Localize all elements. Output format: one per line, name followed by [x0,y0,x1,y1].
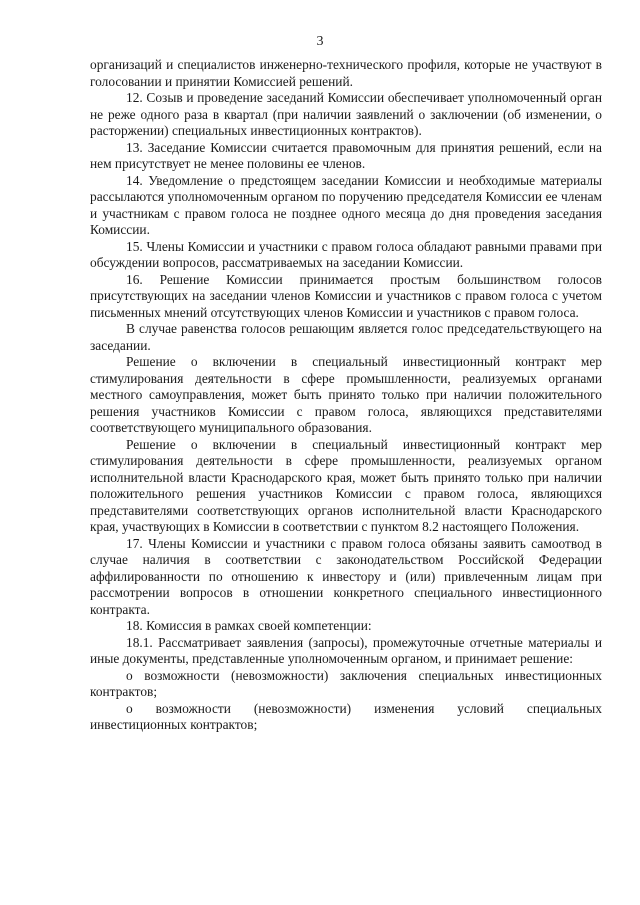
paragraph-item-18: 18. Комиссия в рамках своей компетенции: [126,618,372,633]
paragraph-item-12: 12. Созыв и проведение заседаний Комиссии обеспечивает уполномоченный орган не реже одного раза в квартал (при наличии заявлений о заключении (об изменении, о расторжении) специальных инвестиционных контрактов). [90,90,602,138]
paragraph-continuation: организаций и специалистов инженерно-технического профиля, которые не участвуют в голосовании и принятии Комиссией решений. [90,57,602,89]
paragraph-item-18-1: 18.1. Рассматривает заявления (запросы), промежуточные отчетные материалы и иные документы, представленные уполномоченным органом, и принимает решение: [90,634,602,666]
paragraph-item-13: 13. Заседание Комиссии считается правомочным для принятия решений, если на нем присутствует не менее половины ее членов. [90,139,602,171]
document-body [90,57,602,734]
paragraph-item-16: 16. Решение Комиссии принимается простым большинством голосов присутствующих на заседании членов Комиссии и участников с правом голоса с учетом письменных мнений отсутствующих членов Комиссии и участников с правом голоса. [90,271,602,320]
paragraph-decision-conclusion: о возможности (невозможности) заключения специальных инвестиционных контрактов; [90,667,602,699]
paragraph-decision-change: о возможности (невозможности) изменения условий специальных инвестиционных контрактов; [90,700,602,732]
paragraph-item-14: 14. Уведомление о предстоящем заседании Комиссии и необходимые материалы рассылаются уполномоченным органом по поручению председателя Комиссии ее членам и участникам с правом голоса не позднее одного месяца до дня проведения заседания Комиссии. [90,172,602,237]
page-number: 3 [316,34,324,49]
paragraph-item-15: 15. Члены Комиссии и участники с правом голоса обладают равными правами при обсуждении вопросов, рассматриваемых на заседании Комиссии. [90,238,602,270]
paragraph-municipal-measures: Решение о включении в специальный инвестиционный контракт мер стимулирования деятельности в сфере промышленности, реализуемых органами местного самоуправления, может быть принято только при наличии положительного решения участников Комиссии с правом голоса, являющихся представителями соответствующего муниципального образования. [90,354,602,435]
paragraph-tie-vote: В случае равенства голосов решающим является голос председательствующего на заседании. [90,321,602,353]
paragraph-item-17: 17. Члены Комиссии и участники с правом голоса обязаны заявить самоотвод в случае наличия в соответствии с законодательством Российской Федерации аффилированности по отношению к инвестору и (или) привлеченным лицам при рассмотрении вопросов в отношении конкретного специального инвестиционного контракта. [90,535,602,617]
paragraph-regional-measures: Решение о включении в специальный инвестиционный контракт мер стимулирования деятельности в сфере промышленности, реализуемых органом исполнительной власти Краснодарского края, может быть принято только при наличии положительного решения участников Комиссии с правом голоса, являющихся представителями соответствующих органов исполнительной власти Краснодарского края, участвующих в Комиссии в соответствии с пунктом 8.2 настоящего Положения. [90,436,602,534]
